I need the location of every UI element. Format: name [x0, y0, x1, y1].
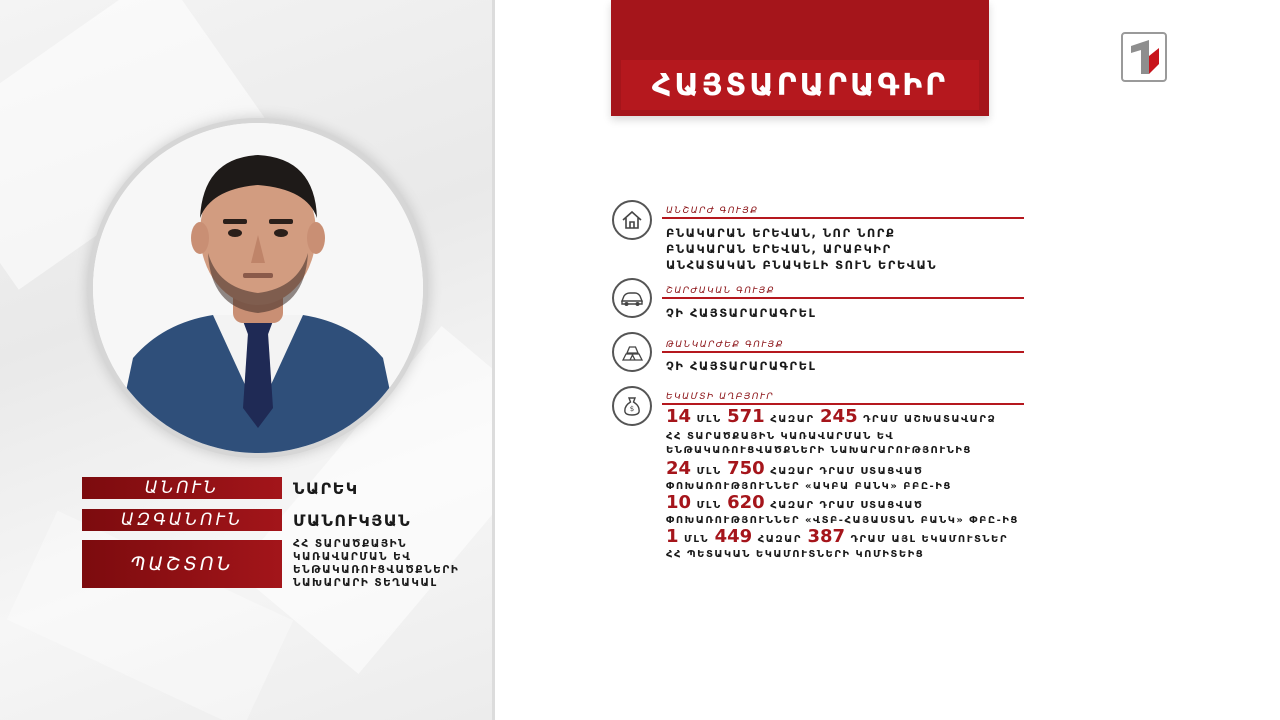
movable-line: ՉԻ ՀԱՅՏԱՐԱՐԱԳՐԵԼ	[666, 306, 817, 320]
income-entry-4-line-2: ՀՀ ՊԵՏԱԿԱՆ ԵԿԱՄՈՒՏՆԵՐԻ ԿՈՄԻՏԵԻՑ	[666, 549, 925, 560]
channel-logo	[1121, 32, 1167, 82]
money-bag-icon	[612, 386, 652, 426]
title-banner	[611, 0, 989, 116]
income-mln-unit: ՄԼՆ	[696, 466, 722, 477]
income-description: ՀԱԶԱՐ ԴՐԱՄ ՍՏԱՑՎԱԾ	[770, 466, 924, 477]
income-thousand-value: 571	[727, 406, 765, 427]
last-name-label: ԱԶԳԱՆՈՒՆ	[82, 509, 282, 531]
position-line: ՀՀ ՏԱՐԱԾՔԱՅԻՆ	[293, 538, 408, 550]
real-estate-line: ԱՆՀԱՏԱԿԱՆ ԲՆԱԿԵԼԻ ՏՈՒՆ ԵՐԵՎԱՆ	[666, 258, 938, 272]
income-dram-value: 387	[807, 526, 846, 547]
income-entry-1-line-2: ՀՀ ՏԱՐԱԾՔԱՅԻՆ ԿԱՌԱՎԱՐՄԱՆ ԵՎ	[666, 431, 895, 442]
first-name-value: ՆԱՐԵԿ	[293, 479, 359, 498]
position-line: ՆԱԽԱՐԱՐԻ ՏԵՂԱԿԱԼ	[293, 577, 438, 589]
income-description: ՀԱԶԱՐ ԴՐԱՄ ՍՏԱՑՎԱԾ	[770, 500, 924, 511]
section-rule	[662, 297, 1024, 299]
gold-bars-icon	[612, 332, 652, 372]
person-illustration	[93, 123, 423, 453]
income-description: ԴՐԱՄ ԱՅԼ ԵԿԱՄՈՒՏՆԵՐ	[850, 534, 1008, 545]
position-line: ԵՆԹԱԿԱՌՈՒՑՎԱԾՔՆԵՐԻ	[293, 564, 460, 576]
income-mln-unit: ՄԼՆ	[684, 534, 710, 545]
income-heading: ԵԿԱՄՏԻ ԱՂԲՅՈՒՐ	[666, 392, 775, 402]
income-mln-unit: ՄԼՆ	[696, 414, 722, 425]
income-entry-1-line-1	[666, 406, 996, 427]
car-icon	[612, 278, 652, 318]
portrait-photo	[88, 118, 428, 458]
income-thousand-value: 449	[714, 526, 753, 547]
income-thousand-unit: ՀԱԶԱՐ	[757, 534, 802, 545]
panel-divider	[492, 0, 495, 720]
section-rule	[662, 403, 1024, 405]
svg-text:$: $	[629, 405, 635, 413]
real-estate-heading: ԱՆՇԱՐԺ ԳՈՒՅՔ	[666, 206, 759, 216]
income-description: ԴՐԱՄ ԱՇԽԱՏԱՎԱՐՁ	[863, 414, 997, 425]
income-mln-value: 1	[666, 526, 679, 547]
income-mln-value: 14	[666, 406, 692, 427]
section-rule	[662, 217, 1024, 219]
income-entry-3-line-2: ՓՈԽԱՌՈՒԹՅՈՒՆՆԵՐ «ՎՏԲ-ՀԱՅԱՍՏԱՆ ԲԱՆԿ» ՓԲԸ-ԻՑ	[666, 515, 1019, 526]
income-entry-4-line-1	[666, 526, 1008, 547]
real-estate-line: ԲՆԱԿԱՐԱՆ ԵՐԵՎԱՆ, ԱՐԱԲԿԻՐ	[666, 242, 892, 256]
income-entry-1-line-3: ԵՆԹԱԿԱՌՈՒՑՎԱԾՔՆԵՐԻ ՆԱԽԱՐԱՐՈՒԹՅՈՒՆԻՑ	[666, 445, 972, 456]
position-line: ԿԱՌԱՎԱՐՄԱՆ ԵՎ	[293, 551, 412, 563]
income-mln-value: 24	[666, 458, 692, 479]
position-label: ՊԱՇՏՈՆ	[82, 540, 282, 588]
income-thousand-unit: ՀԱԶԱՐ	[770, 414, 815, 425]
position-value	[293, 538, 459, 590]
page-title: ՀԱՅՏԱՐԱՐԱԳԻՐ	[621, 60, 979, 110]
house-icon	[612, 200, 652, 240]
movable-heading: ՇԱՐԺԱԿԱՆ ԳՈՒՅՔ	[666, 286, 776, 296]
income-entry-2-line-2: ՓՈԽԱՌՈՒԹՅՈՒՆՆԵՐ «ԱԿԲԱ ԲԱՆԿ» ԲԲԸ-ԻՑ	[666, 481, 952, 492]
income-mln-unit: ՄԼՆ	[696, 500, 722, 511]
income-thousand-value: 750	[727, 458, 765, 479]
first-name-label: ԱՆՈՒՆ	[82, 477, 282, 499]
income-dram-value: 245	[820, 406, 858, 427]
income-entry-3-line-1	[666, 492, 923, 513]
logo-mark-icon	[1123, 34, 1165, 80]
last-name-value: ՄԱՆՈՒԿՅԱՆ	[293, 511, 412, 530]
real-estate-line: ԲՆԱԿԱՐԱՆ ԵՐԵՎԱՆ, ՆՈՐ ՆՈՐՔ	[666, 226, 896, 240]
valuables-heading: ԹԱՆԿԱՐԺԵՔ ԳՈՒՅՔ	[666, 340, 785, 350]
section-rule	[662, 351, 1024, 353]
income-thousand-value: 620	[727, 492, 765, 513]
income-mln-value: 10	[666, 492, 692, 513]
valuables-line: ՉԻ ՀԱՅՏԱՐԱՐԱԳՐԵԼ	[666, 359, 817, 373]
income-entry-2-line-1	[666, 458, 923, 479]
